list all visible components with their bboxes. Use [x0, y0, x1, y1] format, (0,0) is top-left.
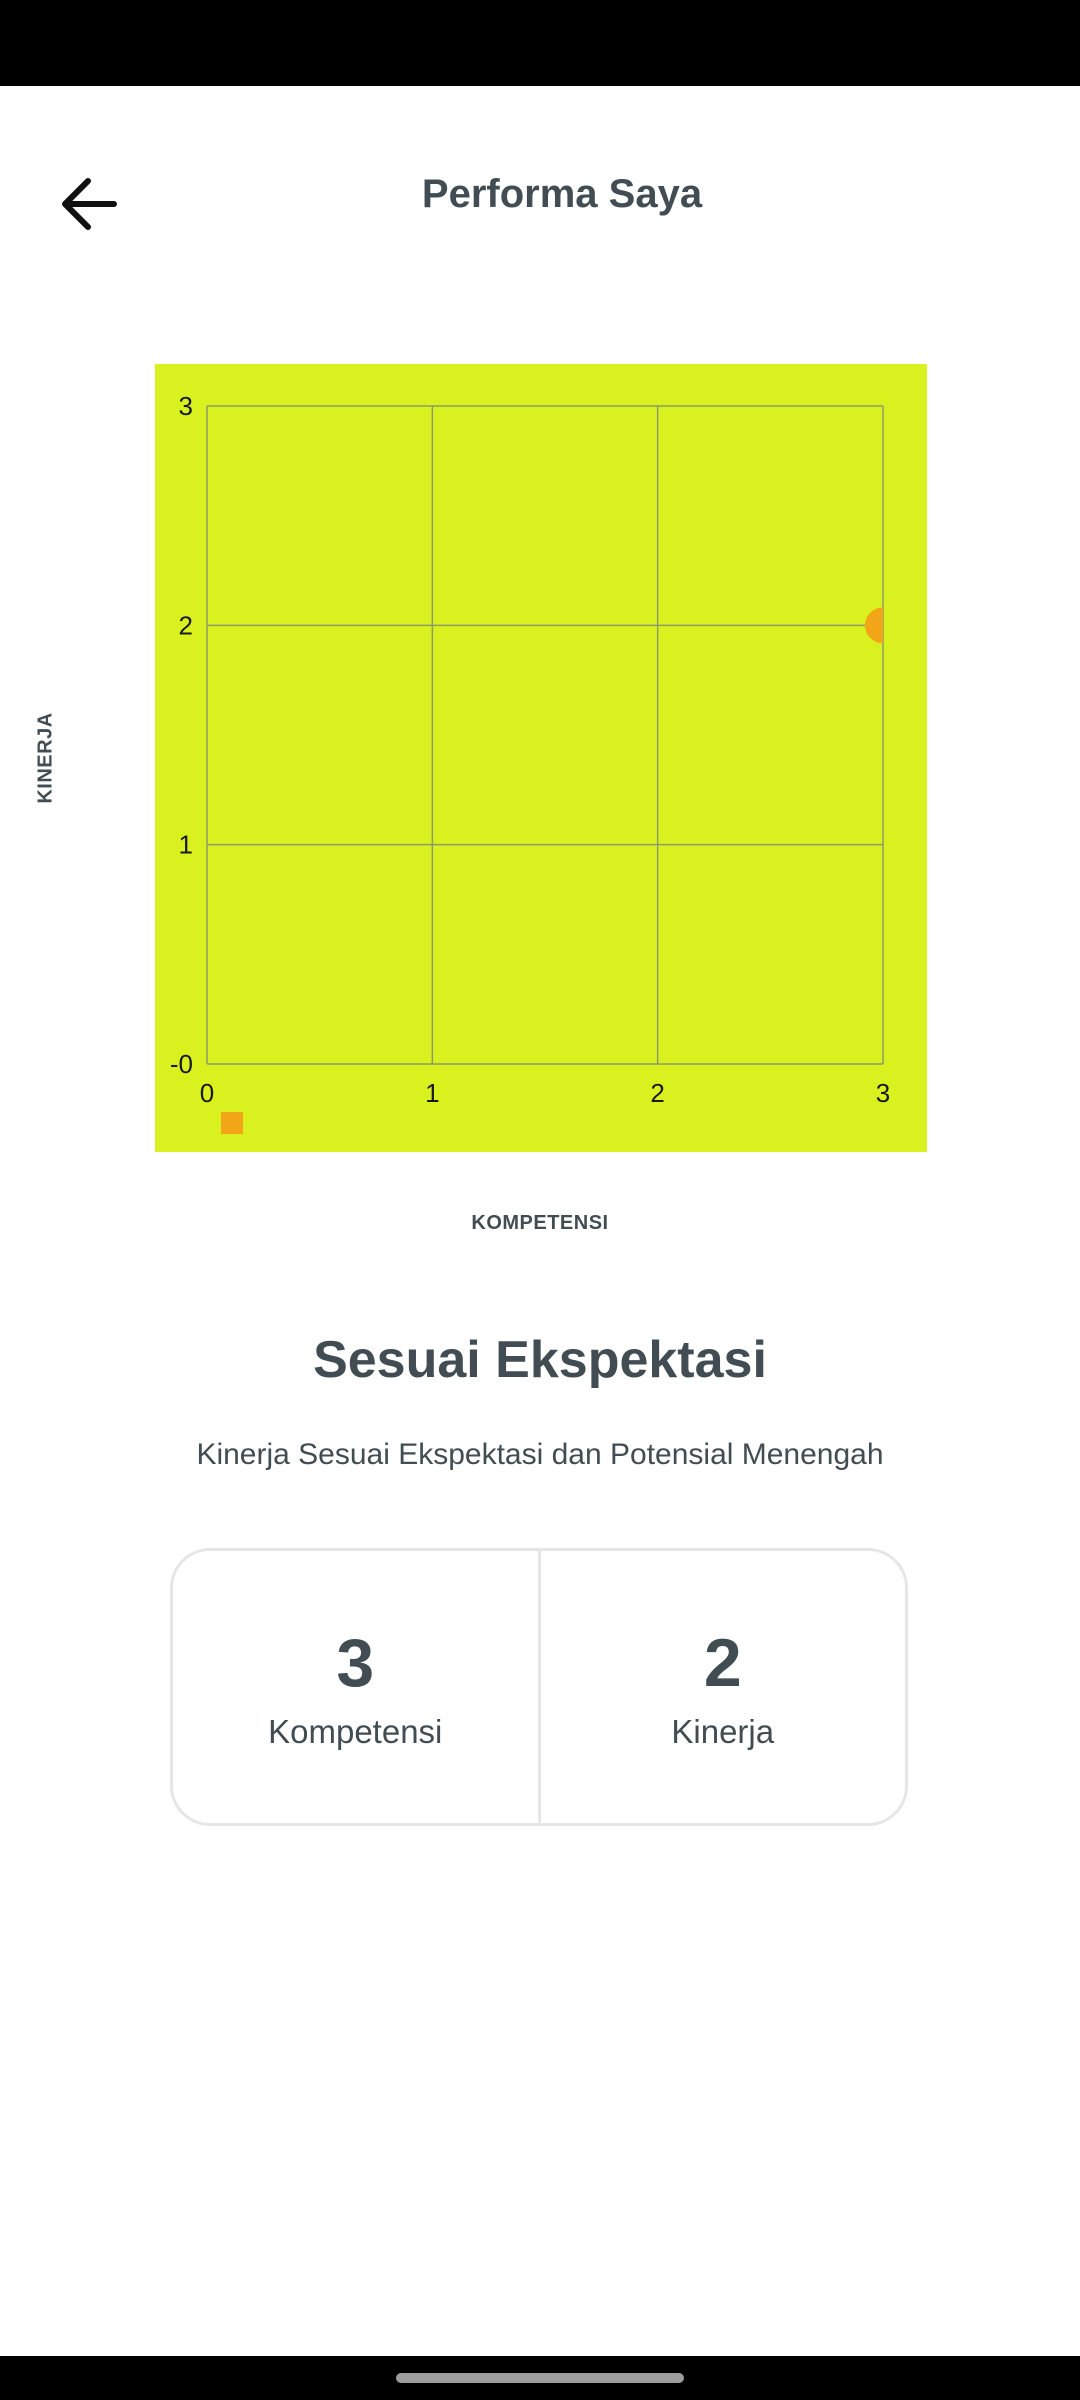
y-axis-title: KINERJA	[34, 712, 57, 804]
x-tick-label: 2	[650, 1078, 665, 1108]
home-indicator[interactable]	[396, 2373, 684, 2383]
x-tick-label: 3	[875, 1078, 891, 1108]
performance-chart	[155, 364, 927, 1152]
score-kompetensi	[173, 1551, 538, 1823]
score-label: Kompetensi	[268, 1713, 443, 1750]
x-tick-label: 1	[425, 1078, 440, 1108]
score-label: Kinerja	[671, 1713, 775, 1750]
result-title: Sesuai Ekspektasi	[313, 1331, 767, 1389]
app-bar	[0, 86, 1080, 310]
score-value: 3	[336, 1625, 375, 1701]
y-tick-label: 3	[178, 391, 193, 421]
score-card	[170, 1548, 908, 1826]
y-tick-label: 2	[178, 610, 193, 641]
status-bar	[0, 0, 1080, 86]
y-tick-label: -0	[169, 1049, 193, 1079]
chart-svg	[155, 364, 927, 1152]
score-kinerja	[538, 1551, 906, 1823]
chart-background	[155, 364, 927, 1152]
legend-marker	[221, 1112, 243, 1134]
x-axis-title: KOMPETENSI	[471, 1212, 609, 1234]
navigation-bar	[0, 2356, 1080, 2400]
score-value: 2	[703, 1625, 742, 1701]
page-title: Performa Saya	[421, 172, 703, 216]
y-tick-label: 1	[178, 829, 193, 860]
result-description: Kinerja Sesuai Ekspektasi dan Potensial Menengah	[196, 1438, 884, 1471]
x-tick-label: 0	[199, 1078, 215, 1108]
